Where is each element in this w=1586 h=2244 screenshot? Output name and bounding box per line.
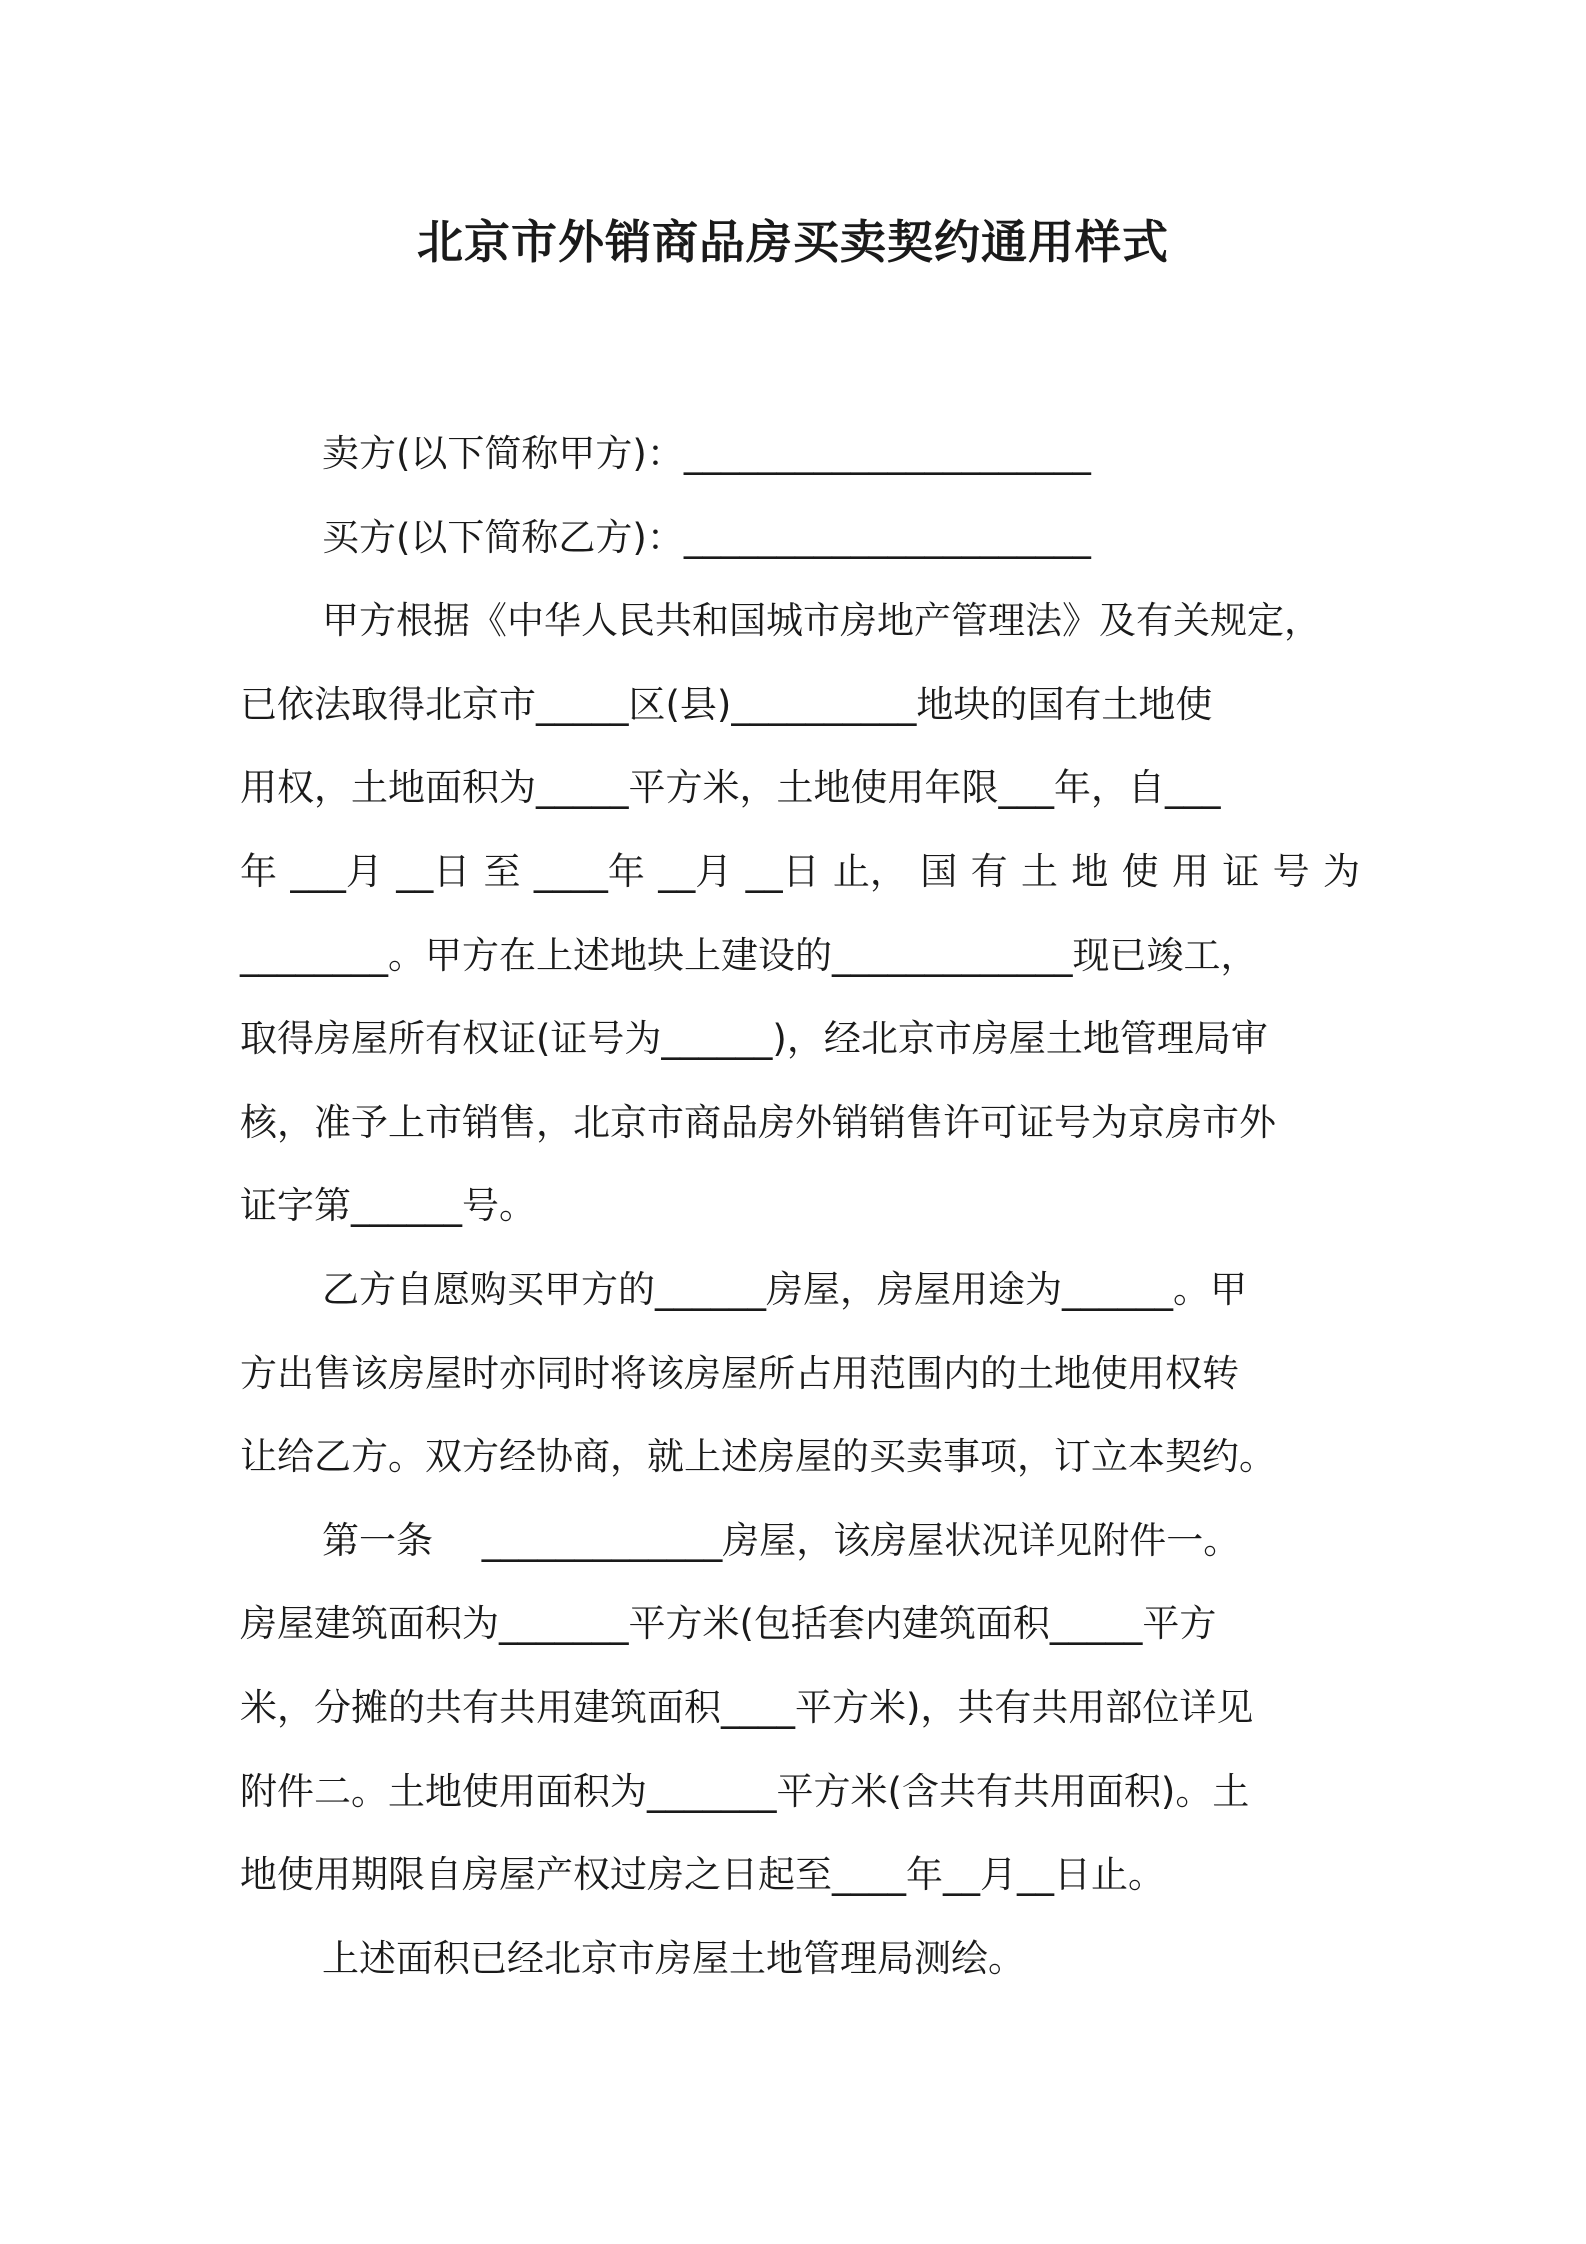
- line-segment: ____年: [533, 849, 645, 893]
- line-segment: 至: [483, 849, 521, 893]
- line-segment: __日: [745, 849, 820, 893]
- document-title: 北京市外销商品房买卖契约通用样式: [417, 215, 1169, 269]
- line-segment: 止，: [832, 849, 907, 893]
- line-segment: ___月: [290, 849, 383, 893]
- line-segment: 地: [1071, 849, 1109, 893]
- line-segment: 土: [1020, 849, 1058, 893]
- paragraph-line: 方出售该房屋时亦同时将该房屋所占用范围内的土地使用权转: [240, 1351, 1239, 1395]
- seller-line: 卖方(以下简称甲方)：______________________: [322, 432, 1091, 475]
- paragraph-line: 米，分摊的共有共用建筑面积____平方米)，共有共用部位详见: [240, 1685, 1254, 1729]
- paragraph-line: 甲方根据《中华人民共和国城市房地产管理法》及有关规定，: [322, 599, 1321, 643]
- line-segment: 证: [1222, 849, 1260, 893]
- article-one-line: 第一条 _____________房屋，该房屋状况详见附件一。: [322, 1518, 1241, 1562]
- paragraph-line: 用权，土地面积为_____平方米，土地使用年限___年，自___: [240, 766, 1221, 810]
- line-segment: __月: [658, 849, 733, 893]
- line-segment: 有: [970, 849, 1008, 893]
- paragraph-line: 附件二。土地使用面积为_______平方米(含共有共用面积)。土: [240, 1769, 1250, 1813]
- buyer-line: 买方(以下简称乙方)：______________________: [322, 515, 1091, 559]
- paragraph-line: 上述面积已经北京市房屋土地管理局测绘。: [322, 1936, 1025, 1980]
- line-segment: 使: [1121, 849, 1159, 893]
- line-segment: __日: [396, 849, 471, 893]
- paragraph-line: 核，准予上市销售，北京市商品房外销销售许可证号为京房市外: [240, 1100, 1276, 1144]
- line-segment: 为: [1323, 849, 1360, 893]
- paragraph-line: ________。甲方在上述地块上建设的_____________现已竣工，: [240, 933, 1258, 977]
- paragraph-line: 乙方自愿购买甲方的______房屋，房屋用途为______。甲: [322, 1267, 1247, 1311]
- line-segment: 号: [1272, 849, 1310, 893]
- paragraph-line: 让给乙方。双方经协商，就上述房屋的买卖事项，订立本契约。: [240, 1435, 1276, 1479]
- line-segment: 用: [1171, 849, 1209, 893]
- paragraph-line: [240, 830, 1360, 914]
- paragraph-line: 房屋建筑面积为_______平方米(包括套内建筑面积_____平方: [240, 1602, 1217, 1646]
- line-segment: 年: [240, 849, 277, 893]
- paragraph-line: 证字第______号。: [240, 1184, 536, 1228]
- paragraph-line: 已依法取得北京市_____区(县)__________地块的国有土地使: [240, 682, 1213, 726]
- document-body: [240, 412, 1360, 2000]
- paragraph-line: 取得房屋所有权证(证号为______)，经北京市房屋土地管理局审: [240, 1017, 1268, 1061]
- paragraph-line: 地使用期限自房屋产权过房之日起至____年__月__日止。: [240, 1853, 1165, 1897]
- line-segment: 国: [920, 849, 958, 893]
